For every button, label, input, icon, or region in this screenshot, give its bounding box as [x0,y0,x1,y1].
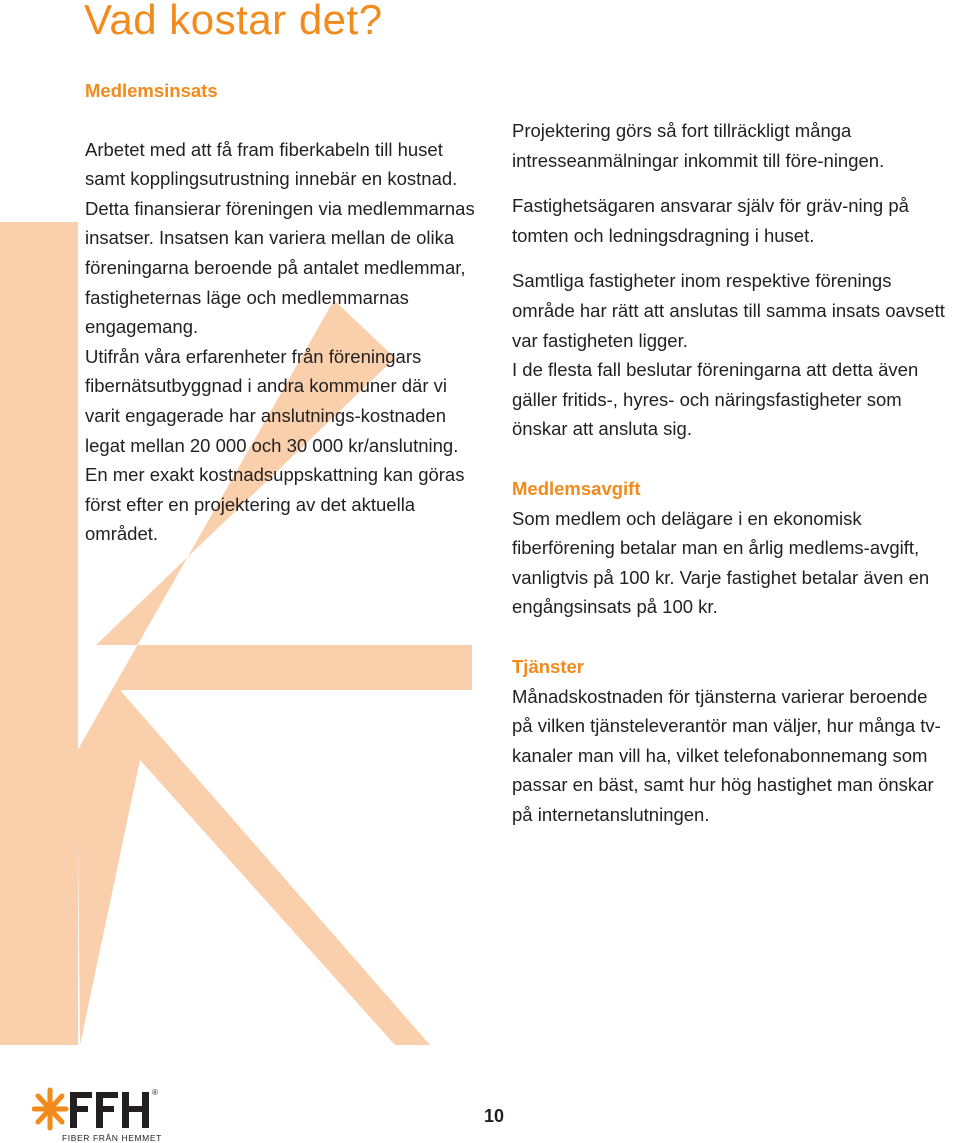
paragraph-projektering: Projektering görs så fort tillräckligt många intresseanmälningar inkommit till före-ningen. [512,120,885,171]
right-column [512,116,952,829]
paragraph-insats-intro: Arbetet med att få fram fiberkabeln till huset samt kopplingsutrustning innebär en kostnad. Detta finansierar föreningen via medlemmarnas insatser. Insatsen kan variera mellan de olika föreningarna beroende på antalet medlemmar, fastigheternas läge och medlemmarnas engagemang. [85,138,475,338]
page-title: Vad kostar det? [84,0,383,43]
paragraph-tjanster: Månadskostnaden för tjänsterna varierar beroende på vilken tjänsteleverantör man väljer, hur många tv-kanaler man vill ha, vilket telefonabonnemang som passar en bäst, samt hur hög hastighet man önskar på internetanslutningen. [512,685,941,825]
logo-tagline: FIBER FRÅN HEMMET [62,1133,162,1143]
heading-medlemsinsats: Medlemsinsats [85,80,218,101]
registered-mark: ® [152,1088,158,1097]
ffh-logo-icon [32,1086,158,1132]
left-column [85,76,485,549]
paragraph-flesta-fall: I de flesta fall beslutar föreningarna att detta även gäller fritids-, hyres- och näringsfastigheter som önskar att ansluta sig. [512,359,919,440]
ffh-logo [32,1086,162,1143]
paragraph-kostnadsuppskattning: En mer exakt kostnadsuppskattning kan göras först efter en projektering av det aktuella området. [85,464,465,545]
paragraph-erfarenheter: Utifrån våra erfarenheter från föreningars fibernätsutbyggnad i andra kommuner där vi varit engagerade har anslutnings-kostnaden legat mellan 20 000 och 30 000 kr/anslutning. [85,345,459,456]
heading-medlemsavgift: Medlemsavgift [512,477,641,499]
paragraph-medlemsavgift: Som medlem och delägare i en ekonomisk fiberförening betalar man en årlig medlems-avgift, vanligtvis på 100 kr. Varje fastighet betalar även en engångsinsats på 100 kr. [512,507,930,618]
paragraph-samtliga-fastigheter: Samtliga fastigheter inom respektive förenings område har rätt att anslutas till samma insats oavsett var fastigheten ligger. [512,270,945,351]
paragraph-fastighetsagare: Fastighetsägaren ansvarar själv för gräv-ning på tomten och ledningsdragning i huset. [512,195,909,246]
heading-tjanster: Tjänster [512,655,584,677]
page-number: 10 [484,1106,505,1126]
